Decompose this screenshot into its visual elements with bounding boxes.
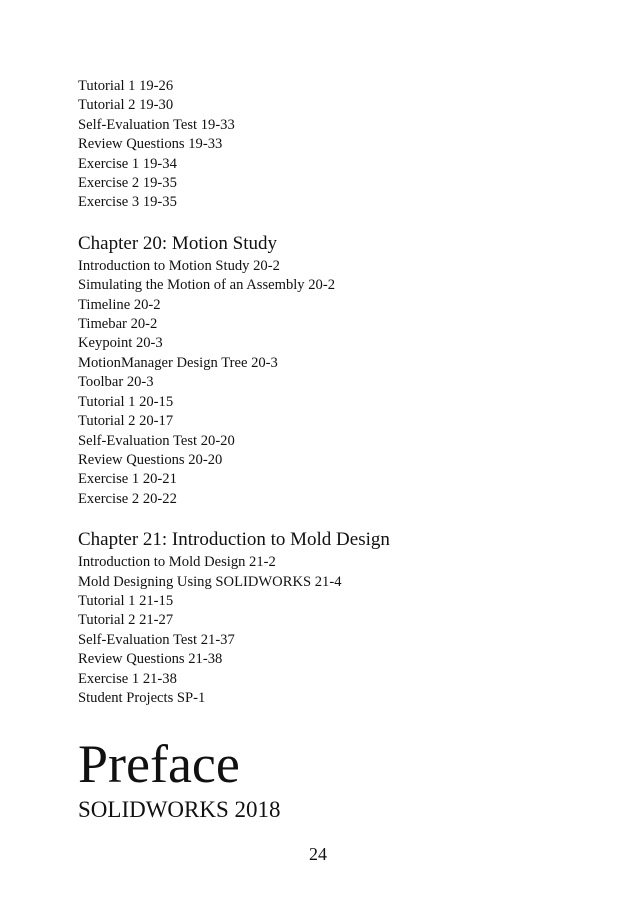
toc-entry: Exercise 1 20-21: [78, 471, 177, 488]
toc-entry: Review Questions 19-33: [78, 136, 223, 153]
page-number: 24: [309, 844, 327, 864]
toc-entry: Tutorial 1 19-26: [78, 78, 174, 94]
toc-content: [78, 77, 598, 824]
toc-entry: Tutorial 2 21-27: [78, 612, 174, 629]
chapter-title: Chapter 20: Motion Study: [78, 232, 277, 254]
chapter-title: Chapter 21: Introduction to Mold Design: [78, 529, 390, 551]
toc-entry: Exercise 1 21-38: [78, 670, 177, 687]
toc-entry: Review Questions 20-20: [78, 451, 223, 468]
toc-entry: Student Projects SP-1: [78, 689, 206, 706]
toc-entry: Self-Evaluation Test 19-33: [78, 116, 235, 133]
toc-entry: Exercise 3 19-35: [78, 194, 177, 211]
toc-entry: Introduction to Motion Study 20-2: [78, 257, 280, 274]
toc-entry: Toolbar 20-3: [78, 374, 154, 391]
toc-entry: Keypoint 20-3: [78, 335, 163, 352]
toc-entry: Tutorial 2 19-30: [78, 97, 174, 114]
toc-entry: Review Questions 21-38: [78, 651, 223, 668]
toc-entry: Exercise 2 20-22: [78, 490, 177, 507]
toc-entry: Timebar 20-2: [78, 316, 158, 333]
toc-entry: Simulating the Motion of an Assembly 20-2: [78, 277, 336, 294]
toc-entry: Tutorial 1 20-15: [78, 393, 174, 410]
toc-entry: Mold Designing Using SOLIDWORKS 21-4: [78, 573, 342, 590]
toc-entry: Exercise 1 19-34: [78, 155, 177, 172]
preface-title: Preface: [78, 734, 240, 795]
toc-entry: Introduction to Mold Design 21-2: [78, 554, 276, 571]
toc-entry: Self-Evaluation Test 20-20: [78, 432, 235, 449]
toc-entry: Self-Evaluation Test 21-37: [78, 631, 235, 648]
chapter-21-section: [78, 528, 598, 708]
toc-entry: Tutorial 2 20-17: [78, 413, 174, 430]
preface-subtitle: SOLIDWORKS 2018: [78, 797, 281, 823]
toc-entry: Exercise 2 19-35: [78, 175, 177, 192]
toc-entry: Timeline 20-2: [78, 296, 161, 313]
chapter-20-section: [78, 232, 598, 509]
toc-continued-list: [78, 77, 598, 213]
toc-entry: MotionManager Design Tree 20-3: [78, 354, 278, 371]
toc-entry: Tutorial 1 21-15: [78, 592, 174, 609]
